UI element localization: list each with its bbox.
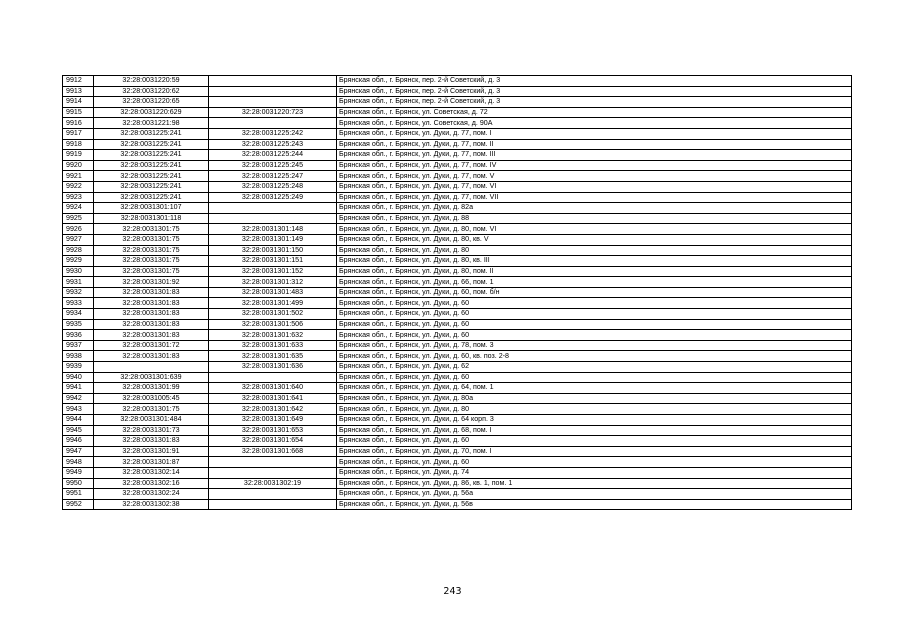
address-cell: Брянская обл., г. Брянск, ул. Дуки, д. 56в — [337, 499, 852, 510]
object-cadastral-number-cell — [209, 86, 337, 97]
land-cadastral-number-cell: 32:28:0031225:241 — [94, 139, 209, 150]
address-cell: Брянская обл., г. Брянск, ул. Дуки, д. 77, пом. I — [337, 128, 852, 139]
land-cadastral-number-cell: 32:28:0031220:62 — [94, 86, 209, 97]
table-row — [63, 436, 852, 447]
row-number-cell: 9922 — [63, 181, 94, 192]
address-cell: Брянская обл., г. Брянск, ул. Дуки, д. 64 корп. 3 — [337, 415, 852, 426]
object-cadastral-number-cell: 32:28:0031301:636 — [209, 362, 337, 373]
table-row — [63, 128, 852, 139]
object-cadastral-number-cell: 32:28:0031301:642 — [209, 404, 337, 415]
table-row — [63, 139, 852, 150]
table-row — [63, 330, 852, 341]
object-cadastral-number-cell: 32:28:0031225:248 — [209, 181, 337, 192]
address-cell: Брянская обл., г. Брянск, ул. Дуки, д. 60, пом. б/н — [337, 287, 852, 298]
cadastral-table — [62, 75, 852, 510]
land-cadastral-number-cell: 32:28:0031301:75 — [94, 234, 209, 245]
land-cadastral-number-cell: 32:28:0031301:92 — [94, 277, 209, 288]
object-cadastral-number-cell: 32:28:0031225:247 — [209, 171, 337, 182]
object-cadastral-number-cell: 32:28:0031301:152 — [209, 266, 337, 277]
table-row — [63, 203, 852, 214]
row-number-cell: 9927 — [63, 234, 94, 245]
row-number-cell: 9917 — [63, 128, 94, 139]
row-number-cell: 9914 — [63, 97, 94, 108]
table-row — [63, 446, 852, 457]
table-row — [63, 393, 852, 404]
table-row — [63, 287, 852, 298]
object-cadastral-number-cell: 32:28:0031301:502 — [209, 309, 337, 320]
row-number-cell: 9925 — [63, 213, 94, 224]
object-cadastral-number-cell: 32:28:0031301:649 — [209, 415, 337, 426]
address-cell: Брянская обл., г. Брянск, пер. 2-й Советский, д. 3 — [337, 86, 852, 97]
address-cell: Брянская обл., г. Брянск, ул. Дуки, д. 77, пом. VI — [337, 181, 852, 192]
row-number-cell: 9943 — [63, 404, 94, 415]
land-cadastral-number-cell: 32:28:0031301:75 — [94, 404, 209, 415]
object-cadastral-number-cell — [209, 499, 337, 510]
object-cadastral-number-cell — [209, 76, 337, 87]
row-number-cell: 9951 — [63, 489, 94, 500]
land-cadastral-number-cell: 32:28:0031302:14 — [94, 467, 209, 478]
object-cadastral-number-cell: 32:28:0031301:668 — [209, 446, 337, 457]
land-cadastral-number-cell: 32:28:0031220:65 — [94, 97, 209, 108]
table-row — [63, 404, 852, 415]
address-cell: Брянская обл., г. Брянск, ул. Дуки, д. 80, кв. III — [337, 256, 852, 267]
object-cadastral-number-cell: 32:28:0031301:640 — [209, 383, 337, 394]
object-cadastral-number-cell: 32:28:0031225:244 — [209, 150, 337, 161]
row-number-cell: 9944 — [63, 415, 94, 426]
row-number-cell: 9950 — [63, 478, 94, 489]
address-cell: Брянская обл., г. Брянск, ул. Дуки, д. 80, кв. V — [337, 234, 852, 245]
land-cadastral-number-cell: 32:28:0031302:24 — [94, 489, 209, 500]
cadastral-table-body — [63, 76, 852, 510]
row-number-cell: 9923 — [63, 192, 94, 203]
table-row — [63, 298, 852, 309]
object-cadastral-number-cell: 32:28:0031301:632 — [209, 330, 337, 341]
object-cadastral-number-cell: 32:28:0031301:633 — [209, 340, 337, 351]
object-cadastral-number-cell: 32:28:0031301:151 — [209, 256, 337, 267]
table-row — [63, 362, 852, 373]
table-row — [63, 340, 852, 351]
table-row — [63, 383, 852, 394]
row-number-cell: 9947 — [63, 446, 94, 457]
address-cell: Брянская обл., г. Брянск, ул. Дуки, д. 80 — [337, 404, 852, 415]
object-cadastral-number-cell: 32:28:0031220:723 — [209, 107, 337, 118]
table-row — [63, 457, 852, 468]
land-cadastral-number-cell: 32:28:0031225:241 — [94, 171, 209, 182]
address-cell: Брянская обл., г. Брянск, ул. Дуки, д. 60 — [337, 457, 852, 468]
address-cell: Брянская обл., г. Брянск, ул. Дуки, д. 74 — [337, 467, 852, 478]
row-number-cell: 9952 — [63, 499, 94, 510]
object-cadastral-number-cell: 32:28:0031301:312 — [209, 277, 337, 288]
land-cadastral-number-cell: 32:28:0031301:99 — [94, 383, 209, 394]
land-cadastral-number-cell: 32:28:0031302:38 — [94, 499, 209, 510]
land-cadastral-number-cell: 32:28:0031301:83 — [94, 330, 209, 341]
row-number-cell: 9913 — [63, 86, 94, 97]
table-row — [63, 150, 852, 161]
land-cadastral-number-cell: 32:28:0031301:75 — [94, 245, 209, 256]
row-number-cell: 9921 — [63, 171, 94, 182]
row-number-cell: 9931 — [63, 277, 94, 288]
table-row — [63, 107, 852, 118]
address-cell: Брянская обл., г. Брянск, ул. Дуки, д. 60 — [337, 309, 852, 320]
land-cadastral-number-cell: 32:28:0031225:241 — [94, 181, 209, 192]
row-number-cell: 9920 — [63, 160, 94, 171]
object-cadastral-number-cell: 32:28:0031301:635 — [209, 351, 337, 362]
table-row — [63, 467, 852, 478]
row-number-cell: 9915 — [63, 107, 94, 118]
object-cadastral-number-cell: 32:28:0031301:506 — [209, 319, 337, 330]
address-cell: Брянская обл., г. Брянск, ул. Советская, д. 72 — [337, 107, 852, 118]
land-cadastral-number-cell: 32:28:0031301:75 — [94, 266, 209, 277]
address-cell: Брянская обл., г. Брянск, ул. Дуки, д. 80 — [337, 245, 852, 256]
row-number-cell: 9919 — [63, 150, 94, 161]
object-cadastral-number-cell: 32:28:0031301:653 — [209, 425, 337, 436]
table-row — [63, 118, 852, 129]
row-number-cell: 9949 — [63, 467, 94, 478]
land-cadastral-number-cell: 32:28:0031301:118 — [94, 213, 209, 224]
row-number-cell: 9938 — [63, 351, 94, 362]
address-cell: Брянская обл., г. Брянск, ул. Дуки, д. 56а — [337, 489, 852, 500]
row-number-cell: 9945 — [63, 425, 94, 436]
table-row — [63, 234, 852, 245]
object-cadastral-number-cell: 32:28:0031225:242 — [209, 128, 337, 139]
land-cadastral-number-cell: 32:28:0031302:16 — [94, 478, 209, 489]
address-cell: Брянская обл., г. Брянск, пер. 2-й Советский, д. 3 — [337, 97, 852, 108]
object-cadastral-number-cell — [209, 118, 337, 129]
land-cadastral-number-cell: 32:28:0031301:83 — [94, 309, 209, 320]
address-cell: Брянская обл., г. Брянск, ул. Дуки, д. 70, пом. I — [337, 446, 852, 457]
table-row — [63, 192, 852, 203]
land-cadastral-number-cell: 32:28:0031301:107 — [94, 203, 209, 214]
row-number-cell: 9933 — [63, 298, 94, 309]
land-cadastral-number-cell: 32:28:0031005:45 — [94, 393, 209, 404]
address-cell: Брянская обл., г. Брянск, ул. Дуки, д. 77, пом. III — [337, 150, 852, 161]
address-cell: Брянская обл., г. Брянск, ул. Дуки, д. 64, пом. 1 — [337, 383, 852, 394]
address-cell: Брянская обл., г. Брянск, ул. Дуки, д. 77, пом. V — [337, 171, 852, 182]
row-number-cell: 9916 — [63, 118, 94, 129]
table-row — [63, 245, 852, 256]
object-cadastral-number-cell — [209, 457, 337, 468]
table-row — [63, 415, 852, 426]
address-cell: Брянская обл., г. Брянск, ул. Дуки, д. 77, пом. VII — [337, 192, 852, 203]
table-row — [63, 277, 852, 288]
row-number-cell: 9929 — [63, 256, 94, 267]
table-row — [63, 372, 852, 383]
land-cadastral-number-cell: 32:28:0031301:75 — [94, 256, 209, 267]
table-row — [63, 160, 852, 171]
row-number-cell: 9939 — [63, 362, 94, 373]
address-cell: Брянская обл., г. Брянск, ул. Советская, д. 90А — [337, 118, 852, 129]
address-cell: Брянская обл., г. Брянск, ул. Дуки, д. 66, пом. 1 — [337, 277, 852, 288]
address-cell: Брянская обл., г. Брянск, ул. Дуки, д. 88 — [337, 213, 852, 224]
address-cell: Брянская обл., г. Брянск, ул. Дуки, д. 78, пом. 3 — [337, 340, 852, 351]
object-cadastral-number-cell: 32:28:0031301:149 — [209, 234, 337, 245]
address-cell: Брянская обл., г. Брянск, ул. Дуки, д. 80, пом. II — [337, 266, 852, 277]
land-cadastral-number-cell: 32:28:0031301:83 — [94, 436, 209, 447]
row-number-cell: 9924 — [63, 203, 94, 214]
address-cell: Брянская обл., г. Брянск, пер. 2-й Советский, д. 3 — [337, 76, 852, 87]
table-row — [63, 489, 852, 500]
land-cadastral-number-cell: 32:28:0031225:241 — [94, 128, 209, 139]
object-cadastral-number-cell — [209, 97, 337, 108]
land-cadastral-number-cell: 32:28:0031221:98 — [94, 118, 209, 129]
row-number-cell: 9935 — [63, 319, 94, 330]
address-cell: Брянская обл., г. Брянск, ул. Дуки, д. 60, кв. поз. 2-8 — [337, 351, 852, 362]
land-cadastral-number-cell: 32:28:0031301:73 — [94, 425, 209, 436]
address-cell: Брянская обл., г. Брянск, ул. Дуки, д. 60 — [337, 436, 852, 447]
table-row — [63, 266, 852, 277]
table-row — [63, 499, 852, 510]
table-row — [63, 351, 852, 362]
land-cadastral-number-cell — [94, 362, 209, 373]
land-cadastral-number-cell: 32:28:0031301:639 — [94, 372, 209, 383]
land-cadastral-number-cell: 32:28:0031301:83 — [94, 298, 209, 309]
table-row — [63, 319, 852, 330]
row-number-cell: 9926 — [63, 224, 94, 235]
object-cadastral-number-cell: 32:28:0031301:150 — [209, 245, 337, 256]
land-cadastral-number-cell: 32:28:0031225:241 — [94, 150, 209, 161]
object-cadastral-number-cell: 32:28:0031301:483 — [209, 287, 337, 298]
row-number-cell: 9942 — [63, 393, 94, 404]
row-number-cell: 9948 — [63, 457, 94, 468]
address-cell: Брянская обл., г. Брянск, ул. Дуки, д. 60 — [337, 319, 852, 330]
object-cadastral-number-cell — [209, 467, 337, 478]
table-row — [63, 97, 852, 108]
object-cadastral-number-cell: 32:28:0031301:641 — [209, 393, 337, 404]
page-number: 243 — [443, 586, 462, 597]
land-cadastral-number-cell: 32:28:0031225:241 — [94, 192, 209, 203]
land-cadastral-number-cell: 32:28:0031301:83 — [94, 351, 209, 362]
row-number-cell: 9937 — [63, 340, 94, 351]
table-row — [63, 181, 852, 192]
object-cadastral-number-cell — [209, 489, 337, 500]
address-cell: Брянская обл., г. Брянск, ул. Дуки, д. 82а — [337, 203, 852, 214]
row-number-cell: 9946 — [63, 436, 94, 447]
object-cadastral-number-cell: 32:28:0031301:148 — [209, 224, 337, 235]
land-cadastral-number-cell: 32:28:0031301:87 — [94, 457, 209, 468]
row-number-cell: 9932 — [63, 287, 94, 298]
object-cadastral-number-cell: 32:28:0031302:19 — [209, 478, 337, 489]
address-cell: Брянская обл., г. Брянск, ул. Дуки, д. 60 — [337, 330, 852, 341]
row-number-cell: 9912 — [63, 76, 94, 87]
land-cadastral-number-cell: 32:28:0031301:72 — [94, 340, 209, 351]
table-row — [63, 224, 852, 235]
land-cadastral-number-cell: 32:28:0031301:83 — [94, 319, 209, 330]
row-number-cell: 9928 — [63, 245, 94, 256]
row-number-cell: 9934 — [63, 309, 94, 320]
address-cell: Брянская обл., г. Брянск, ул. Дуки, д. 68, пом. I — [337, 425, 852, 436]
address-cell: Брянская обл., г. Брянск, ул. Дуки, д. 86, кв. 1, пом. 1 — [337, 478, 852, 489]
table-row — [63, 478, 852, 489]
object-cadastral-number-cell — [209, 213, 337, 224]
table-row — [63, 309, 852, 320]
land-cadastral-number-cell: 32:28:0031220:59 — [94, 76, 209, 87]
address-cell: Брянская обл., г. Брянск, ул. Дуки, д. 60 — [337, 298, 852, 309]
row-number-cell: 9918 — [63, 139, 94, 150]
address-cell: Брянская обл., г. Брянск, ул. Дуки, д. 80, пом. VI — [337, 224, 852, 235]
land-cadastral-number-cell: 32:28:0031301:83 — [94, 287, 209, 298]
table-row — [63, 425, 852, 436]
land-cadastral-number-cell: 32:28:0031301:91 — [94, 446, 209, 457]
table-row — [63, 256, 852, 267]
row-number-cell: 9936 — [63, 330, 94, 341]
object-cadastral-number-cell — [209, 203, 337, 214]
table-row — [63, 213, 852, 224]
object-cadastral-number-cell: 32:28:0031301:499 — [209, 298, 337, 309]
address-cell: Брянская обл., г. Брянск, ул. Дуки, д. 62 — [337, 362, 852, 373]
object-cadastral-number-cell: 32:28:0031301:654 — [209, 436, 337, 447]
address-cell: Брянская обл., г. Брянск, ул. Дуки, д. 77, пом. IV — [337, 160, 852, 171]
table-row — [63, 171, 852, 182]
object-cadastral-number-cell: 32:28:0031225:245 — [209, 160, 337, 171]
row-number-cell: 9940 — [63, 372, 94, 383]
object-cadastral-number-cell — [209, 372, 337, 383]
object-cadastral-number-cell: 32:28:0031225:249 — [209, 192, 337, 203]
table-row — [63, 86, 852, 97]
address-cell: Брянская обл., г. Брянск, ул. Дуки, д. 77, пом. II — [337, 139, 852, 150]
land-cadastral-number-cell: 32:28:0031225:241 — [94, 160, 209, 171]
object-cadastral-number-cell: 32:28:0031225:243 — [209, 139, 337, 150]
row-number-cell: 9930 — [63, 266, 94, 277]
row-number-cell: 9941 — [63, 383, 94, 394]
land-cadastral-number-cell: 32:28:0031220:629 — [94, 107, 209, 118]
table-row — [63, 76, 852, 87]
address-cell: Брянская обл., г. Брянск, ул. Дуки, д. 60 — [337, 372, 852, 383]
address-cell: Брянская обл., г. Брянск, ул. Дуки, д. 80а — [337, 393, 852, 404]
land-cadastral-number-cell: 32:28:0031301:75 — [94, 224, 209, 235]
land-cadastral-number-cell: 32:28:0031301:484 — [94, 415, 209, 426]
